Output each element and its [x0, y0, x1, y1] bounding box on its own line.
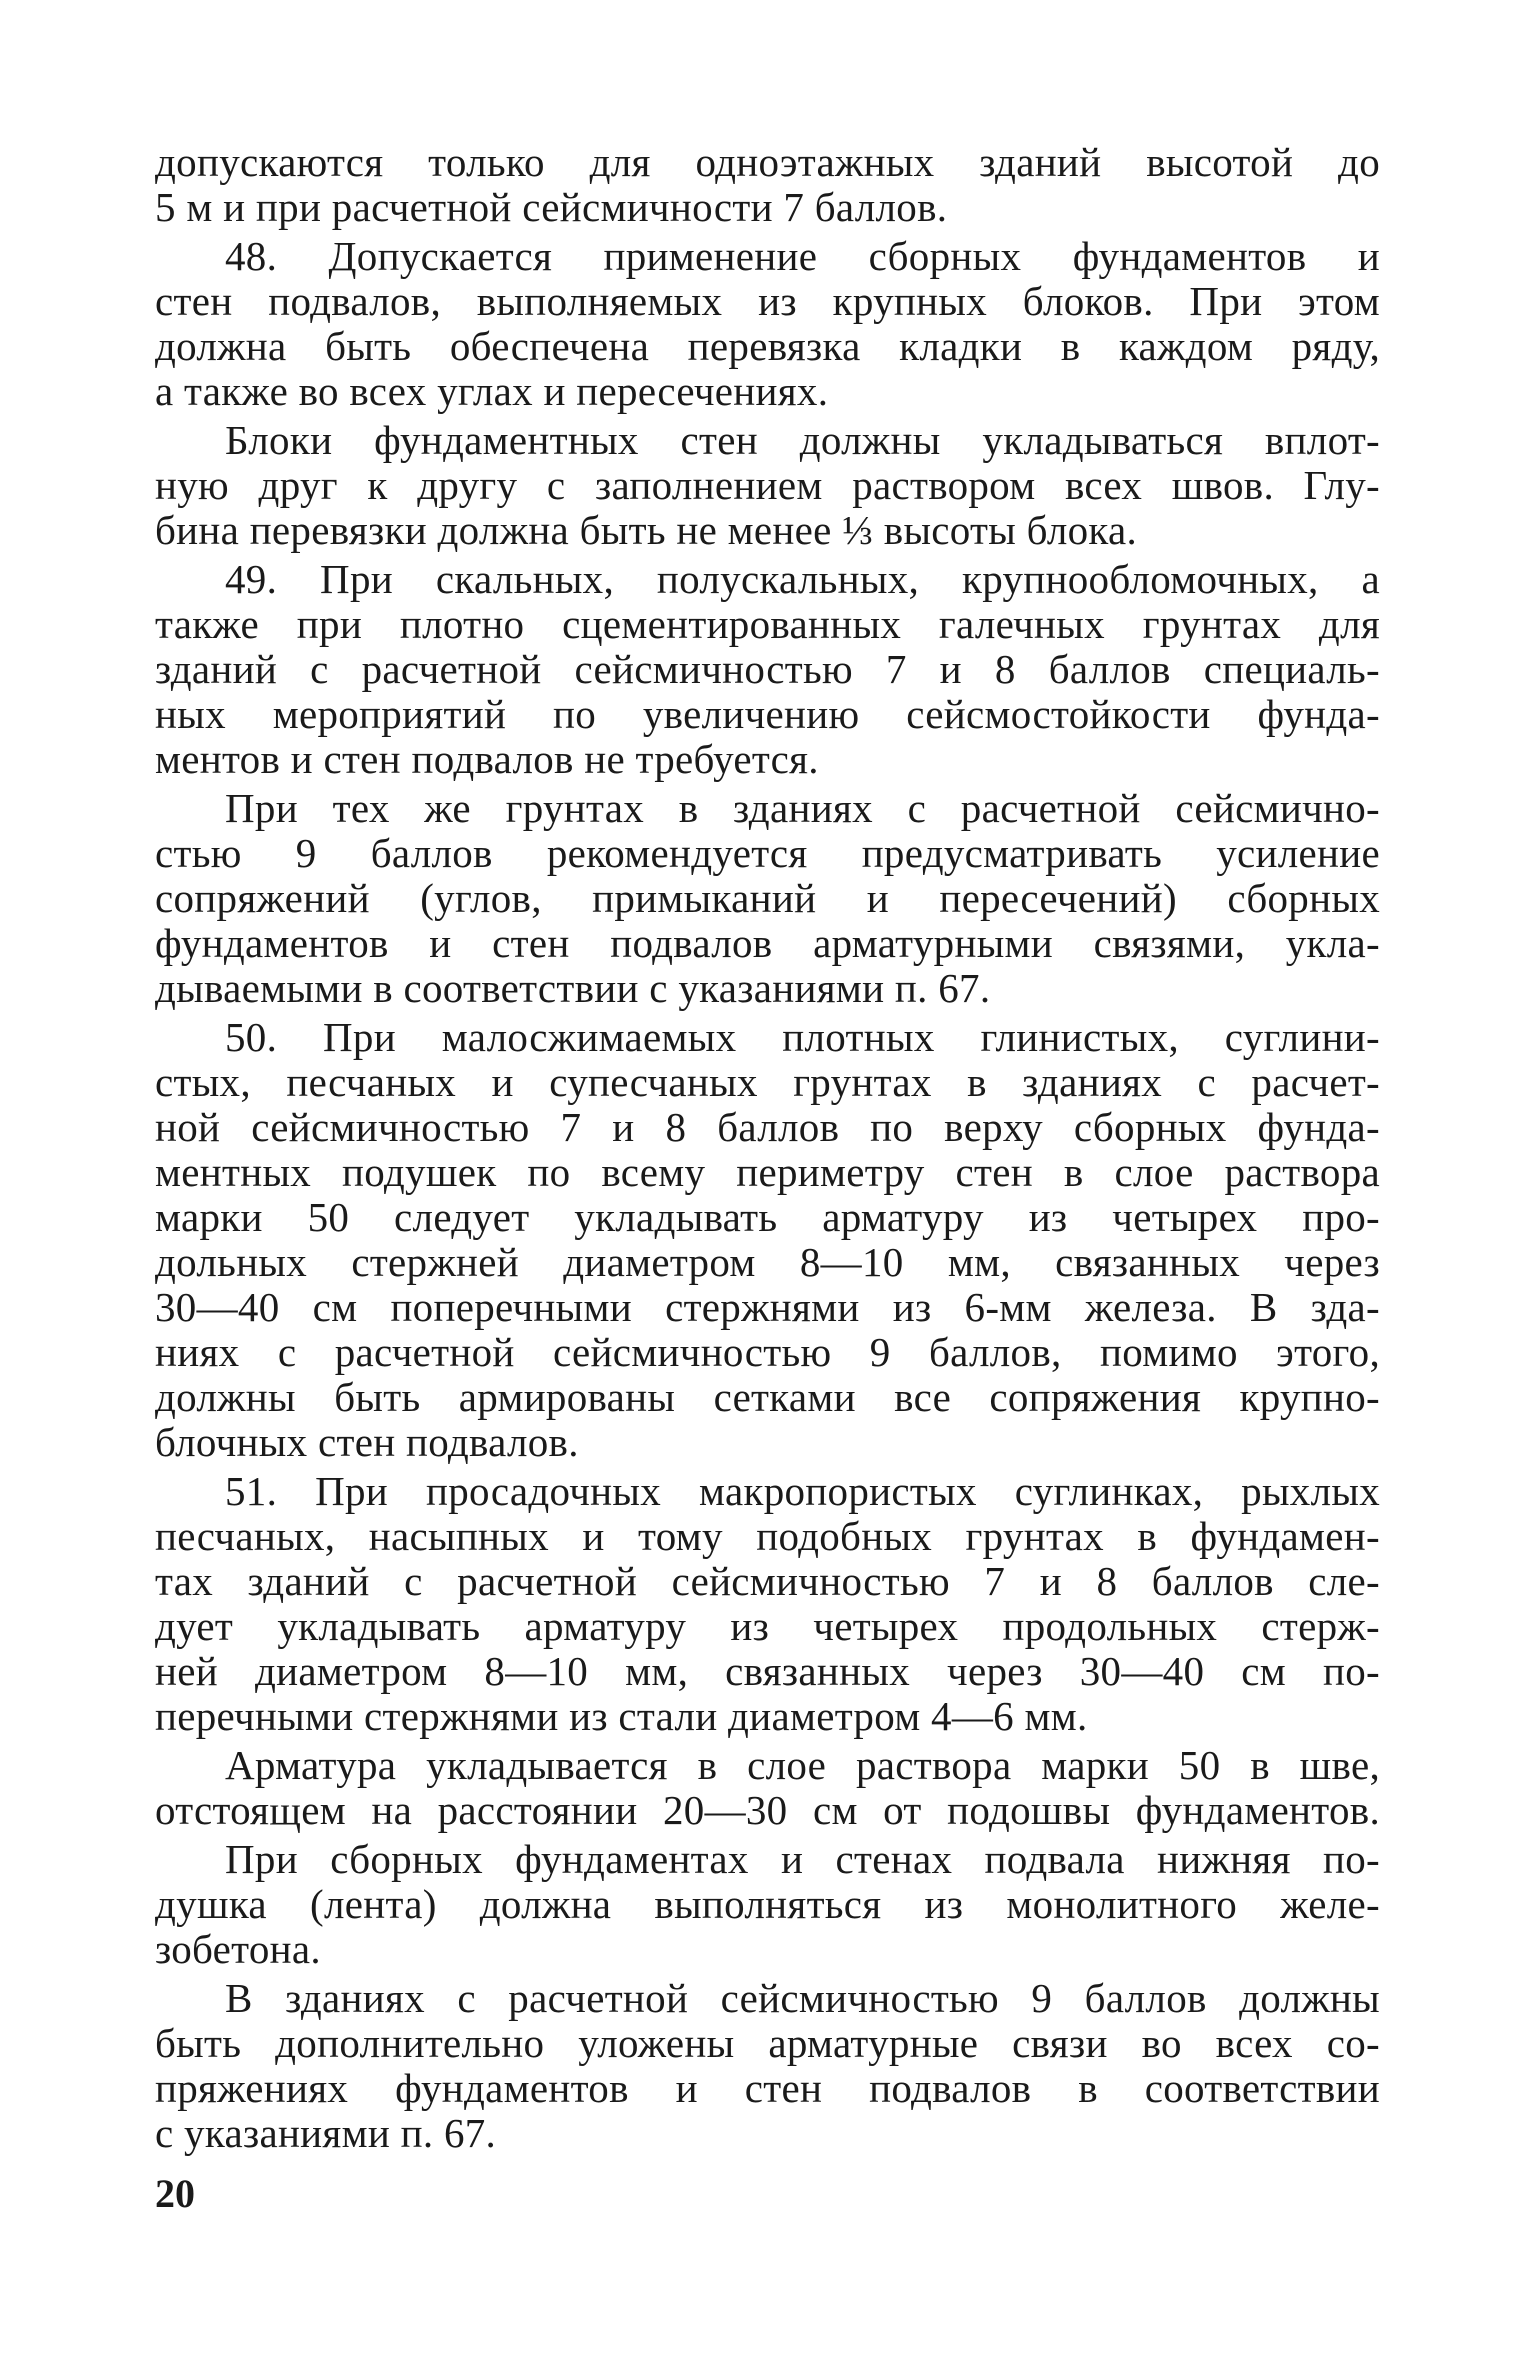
paragraph-50: [155, 1015, 1380, 1465]
text-line: фундаментов и стен подвалов арматурными связями, укла-: [155, 920, 1380, 966]
text-line: тах зданий с расчетной сейсмичностью 7 и 8 баллов сле-: [155, 1558, 1380, 1604]
text-line: 5 м и при расчетной сейсмичности 7 баллов.: [155, 184, 948, 230]
text-line: В зданиях с расчетной сейсмичностью 9 баллов должны: [225, 1975, 1380, 2021]
text-line: должны быть армированы сетками все сопряжения крупно-: [155, 1374, 1380, 1420]
text-line: При сборных фундаментах и стенах подвала нижняя по-: [225, 1836, 1380, 1882]
text-line: а также во всех углах и пересечениях.: [155, 368, 829, 414]
text-line: ную друг к другу с заполнением раствором всех швов. Глу-: [155, 462, 1380, 508]
page-number: 20: [155, 2171, 195, 2216]
text-line: ной сейсмичностью 7 и 8 баллов по верху сборных фунда-: [155, 1104, 1380, 1150]
text-line: 30—40 см поперечными стержнями из 6-мм железа. В зда-: [155, 1284, 1380, 1330]
text-line: быть дополнительно уложены арматурные связи во всех со-: [155, 2020, 1380, 2066]
paragraph-48-blocks: [155, 418, 1380, 553]
text-line: песчаных, насыпных и тому подобных грунтах в фундамен-: [155, 1513, 1380, 1559]
paragraph-49-reinforcement: [155, 786, 1380, 1011]
text-line: перечными стержнями из стали диаметром 4—6 мм.: [155, 1693, 1088, 1739]
text-line: 49. При скальных, полускальных, крупнообломочных, а: [225, 556, 1380, 602]
text-line: ментных подушек по всему периметру стен в слое раствора: [155, 1149, 1380, 1195]
paragraph-51-prefab: [155, 1837, 1380, 1972]
paragraph-continuation: [155, 140, 1380, 230]
text-line: стых, песчаных и супесчаных грунтах в зданиях с расчет-: [155, 1059, 1380, 1105]
text-line: ней диаметром 8—10 мм, связанных через 30—40 см по-: [155, 1648, 1380, 1694]
text-line: блочных стен подвалов.: [155, 1419, 579, 1465]
text-line: 48. Допускается применение сборных фундаментов и: [225, 233, 1380, 279]
text-line: стью 9 баллов рекомендуется предусматривать усиление: [155, 830, 1380, 876]
paragraph-49: [155, 557, 1380, 782]
text-line: При тех же грунтах в зданиях с расчетной сейсмично-: [225, 785, 1380, 831]
paragraph-51-mortar: [155, 1743, 1380, 1833]
text-line: отстоящем на расстоянии 20—30 см от подошвы фундаментов.: [155, 1787, 1380, 1833]
text-line: стен подвалов, выполняемых из крупных блоков. При этом: [155, 278, 1380, 324]
text-line: ниях с расчетной сейсмичностью 9 баллов, помимо этого,: [155, 1329, 1380, 1375]
page-body: [155, 140, 1380, 2156]
text-line: также при плотно сцементированных галечных грунтах для: [155, 601, 1380, 647]
text-line: зобетона.: [155, 1926, 321, 1972]
text-line: сопряжений (углов, примыканий и пересечений) сборных: [155, 875, 1380, 921]
text-line: 50. При малосжимаемых плотных глинистых, суглини-: [225, 1014, 1380, 1060]
text-line: марки 50 следует укладывать арматуру из четырех про-: [155, 1194, 1380, 1240]
paragraph-48: [155, 234, 1380, 414]
text-line: бина перевязки должна быть не менее ⅓ высоты блока.: [155, 507, 1138, 553]
text-line: дываемыми в соответствии с указаниями п. 67.: [155, 965, 991, 1011]
text-line: Блоки фундаментных стен должны укладываться вплот-: [225, 417, 1380, 463]
text-line: с указаниями п. 67.: [155, 2110, 497, 2156]
text-line: должна быть обеспечена перевязка кладки в каждом ряду,: [155, 323, 1380, 369]
text-line: душка (лента) должна выполняться из монолитного желе-: [155, 1881, 1380, 1927]
text-line: пряжениях фундаментов и стен подвалов в соответствии: [155, 2065, 1380, 2111]
text-line: ментов и стен подвалов не требуется.: [155, 736, 819, 782]
text-line: допускаются только для одноэтажных зданий высотой до: [155, 139, 1380, 185]
text-line: 51. При просадочных макропористых суглинках, рыхлых: [225, 1468, 1380, 1514]
text-line: ных мероприятий по увеличению сейсмостойкости фунда-: [155, 691, 1380, 737]
text-line: зданий с расчетной сейсмичностью 7 и 8 баллов специаль-: [155, 646, 1380, 692]
text-line: дует укладывать арматуру из четырех продольных стерж-: [155, 1603, 1380, 1649]
text-line: дольных стержней диаметром 8—10 мм, связанных через: [155, 1239, 1380, 1285]
paragraph-51-seismic-9: [155, 1976, 1380, 2156]
text-line: Арматура укладывается в слое раствора марки 50 в шве,: [225, 1742, 1380, 1788]
paragraph-51: [155, 1469, 1380, 1739]
